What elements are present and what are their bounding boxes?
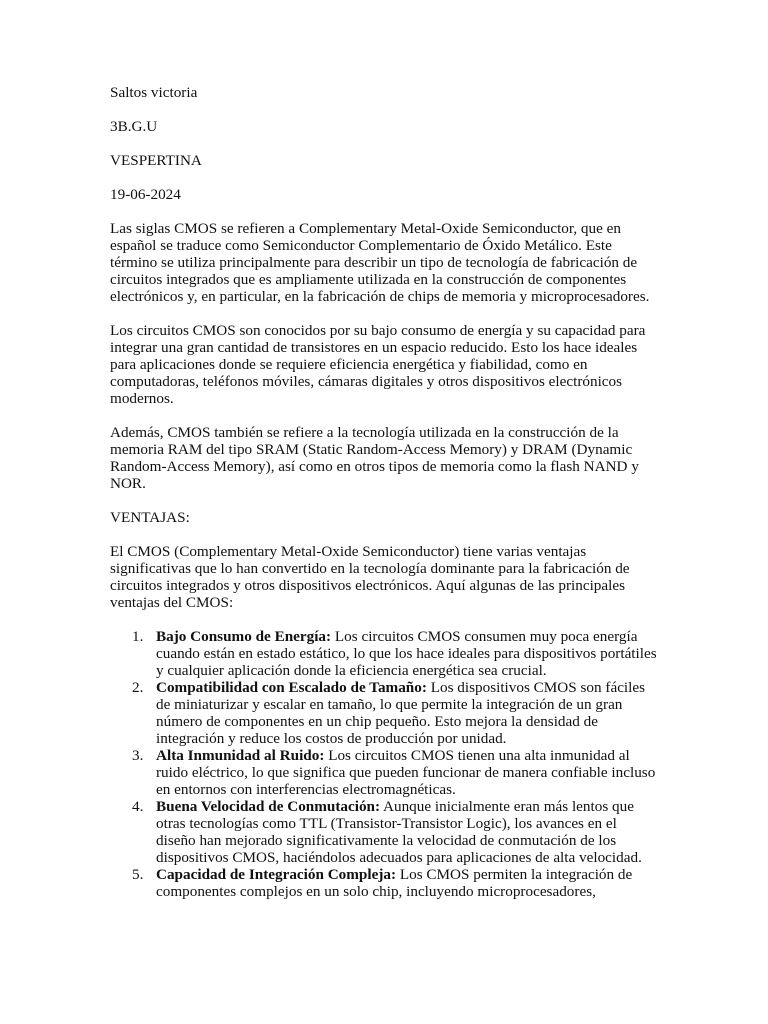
list-item-title: Alta Inmunidad al Ruido: bbox=[156, 747, 325, 764]
ventajas-heading: VENTAJAS: bbox=[110, 509, 190, 526]
list-item-title: Capacidad de Integración Compleja: bbox=[156, 866, 397, 883]
list-item bbox=[110, 747, 660, 798]
paragraph-cmos-definition: Las siglas CMOS se refieren a Complementary Metal-Oxide Semiconductor, que en español se traduce como Semiconductor Complementario de Óxido Metálico. Este término se utiliza principalmente para describir un tipo de tecnología de fabricación de circuitos integrados que es ampliamente utilizada en la construcción de componentes electrónicos y, en particular, en la fabricación de chips de memoria y microprocesadores. bbox=[110, 220, 650, 305]
list-item-number: 3. bbox=[132, 747, 144, 764]
list-item-number: 5. bbox=[132, 866, 144, 883]
date-label: 19-06-2024 bbox=[110, 186, 181, 203]
list-item-text: Los circuitos CMOS consumen muy poca energía cuando están en estado estático, lo que los hace ideales para dispositivos portátiles y cualquier aplicación donde la eficiencia energética sea crucial. bbox=[156, 628, 657, 679]
paragraph-cmos-uses: Los circuitos CMOS son conocidos por su bajo consumo de energía y su capacidad para integrar una gran cantidad de transistores en un espacio reducido. Esto los hace ideales para aplicaciones donde se requiere eficiencia energética y fiabilidad, como en computadoras, teléfonos móviles, cámaras digitales y otros dispositivos electrónicos modernos. bbox=[110, 322, 646, 407]
shift-label: VESPERTINA bbox=[110, 152, 202, 169]
list-item-number: 1. bbox=[132, 628, 144, 645]
ventajas-list bbox=[110, 628, 660, 900]
list-item-text: Los CMOS permiten la integración de componentes complejos en un solo chip, incluyendo microprocesadores, bbox=[156, 866, 633, 900]
list-item-title: Bajo Consumo de Energía: bbox=[156, 628, 332, 645]
list-item-title: Compatibilidad con Escalado de Tamaño: bbox=[156, 679, 427, 696]
list-item-text: Aunque inicialmente eran más lentos que otras tecnologías como TTL (Transistor-Transistor Logic), los avances en el diseño han mejorado significativamente la velocidad de conmutación de los dispositivos CMOS, haciéndolos adecuados para aplicaciones de alta velocidad. bbox=[156, 798, 642, 866]
list-item-number: 2. bbox=[132, 679, 144, 696]
ventajas-intro: El CMOS (Complementary Metal-Oxide Semiconductor) tiene varias ventajas significativas que lo han convertido en la tecnología dominante para la fabricación de circuitos integrados y otros dispositivos electrónicos. Aquí algunas de las principales ventajas del CMOS: bbox=[110, 543, 630, 611]
list-item bbox=[110, 628, 660, 679]
list-item-text: Los dispositivos CMOS son fáciles de miniaturizar y escalar en tamaño, lo que permite la integración de un gran número de componentes en un chip pequeño. Esto mejora la densidad de integración y reduce los costos de producción por unidad. bbox=[156, 679, 646, 747]
list-item bbox=[110, 798, 660, 866]
list-item-title: Buena Velocidad de Conmutación: bbox=[156, 798, 381, 815]
list-item bbox=[110, 866, 660, 900]
author-name: Saltos victoria bbox=[110, 84, 198, 101]
list-item-text: Los circuitos CMOS tienen una alta inmunidad al ruido eléctrico, lo que significa que pueden funcionar de manera confiable incluso en entornos con interferencias electromagnéticas. bbox=[156, 747, 656, 798]
list-item bbox=[110, 679, 660, 747]
course-label: 3B.G.U bbox=[110, 118, 158, 135]
list-item-number: 4. bbox=[132, 798, 144, 815]
paragraph-cmos-memory: Además, CMOS también se refiere a la tecnología utilizada en la construcción de la memoria RAM del tipo SRAM (Static Random-Access Memory) y DRAM (Dynamic Random-Access Memory), así como en otros tipos de memoria como la flash NAND y NOR. bbox=[110, 424, 639, 492]
